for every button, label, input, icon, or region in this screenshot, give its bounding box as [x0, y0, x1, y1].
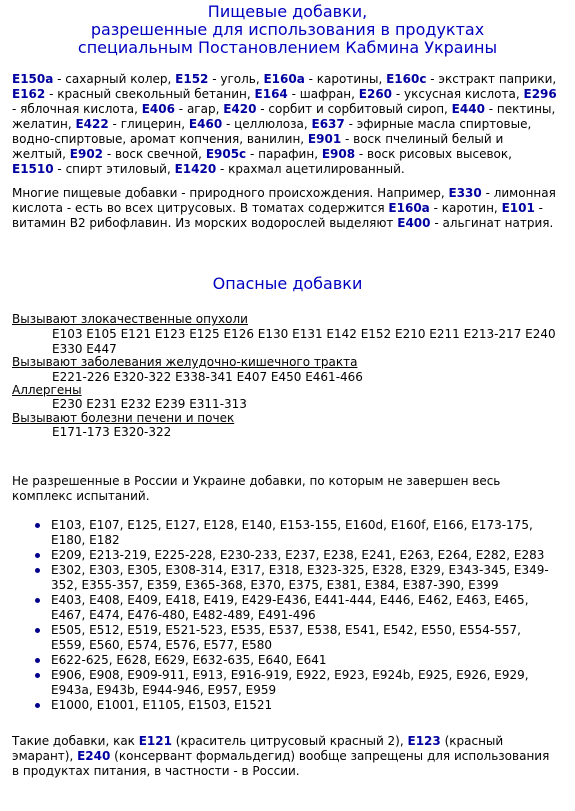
list-item: E505, E512, E519, E521-523, E535, E537, E538, E541, E542, E550, E554-557, E559, E560, E574, E576, E577, E580: [33, 623, 558, 653]
title-line-3: специальным Постановлением Кабмина Украины: [77, 38, 498, 57]
section-codes-allergens: E230 E231 E232 E239 E311-313: [52, 397, 247, 411]
additive-code: E101: [501, 201, 535, 215]
banned-text: (красный эмарант),: [12, 734, 504, 763]
natural-additives-paragraph: [12, 186, 557, 231]
additive-description: - сорбит и сорбитовый сироп,: [256, 102, 452, 116]
natural-text: - лимонная кислота - есть во всех цитрусовых. В томатах содержится: [12, 186, 556, 215]
additive-code: E901: [307, 132, 342, 146]
additive-code: E240: [77, 749, 111, 763]
additive-description: - шафран,: [287, 87, 359, 101]
dangerous-heading: Опасные добавки: [212, 274, 363, 293]
additive-code: E637: [311, 117, 345, 131]
additive-description: - экстракт паприки,: [426, 72, 557, 86]
additive-code: E406: [141, 102, 175, 116]
additive-description: - воск пчелиный белый и желтый,: [12, 132, 504, 161]
section-label-tumors[interactable]: Вызывают злокачественные опухоли: [12, 312, 248, 326]
additive-code: E905c: [205, 147, 247, 161]
additive-code: E902: [69, 147, 104, 161]
additive-description: - эфирные масла спиртовые, водно-спиртовые, аромат копчения, ванилин,: [12, 117, 532, 146]
additive-code: E460: [188, 117, 223, 131]
additive-description: - каротины,: [304, 72, 387, 86]
list-item: E302, E303, E305, E308-314, E317, E318, E323-325, E328, E329, E343-345, E349-352, E355-357, E359, E365-368, E370, E375, E381, E384, E387-390, E399: [33, 563, 558, 593]
additive-code: E400: [397, 216, 431, 230]
additive-code: E908: [321, 147, 356, 161]
list-item: E209, E213-219, E225-228, E230-233, E237, E238, E241, E263, E264, E282, E283: [33, 548, 558, 563]
additive-code: E1420: [174, 162, 217, 176]
section-codes-tumors: E103 E105 E121 E123 E125 E126 E130 E131 E142 E152 E210 E211 E213-217 E240 E330 E447: [52, 327, 556, 356]
section-label-allergens[interactable]: Аллергены: [12, 383, 82, 397]
list-item: E906, E908, E909-911, E913, E916-919, E922, E923, E924b, E925, E926, E929, E943a, E943b, E944-946, E957, E959: [33, 668, 558, 698]
additive-code: E123: [407, 734, 441, 748]
additive-code: E150a: [12, 72, 54, 86]
natural-text: - каротин,: [429, 201, 502, 215]
additive-description: - агар,: [174, 102, 224, 116]
list-item: E103, E107, E125, E127, E128, E140, E153-155, E160d, E160f, E166, E173-175, E180, E182: [33, 518, 558, 548]
additive-description: - целлюлоза,: [222, 117, 312, 131]
not-permitted-intro: Не разрешенные в России и Украине добавки, по которым не завершен весь комплекс испытаний.: [12, 474, 501, 503]
additive-description: - воск рисовых высевок,: [355, 147, 512, 161]
additive-code: E160c: [386, 72, 427, 86]
natural-text: - альгинат натрия.: [430, 216, 554, 230]
additive-code: E422: [75, 117, 109, 131]
additive-description: - красный свекольный бетанин,: [45, 87, 255, 101]
banned-text: (консервант формальдегид) вообще запрещены для использования в продуктах питания, в частности - в России.: [12, 749, 550, 778]
banned-text: (краситель цитрусовый красный 2),: [171, 734, 408, 748]
additive-code: E152: [175, 72, 209, 86]
list-item: E403, E408, E409, E418, E419, E429-E436, E441-444, E446, E462, E463, E465, E467, E474, E476-480, E482-489, E491-496: [33, 593, 558, 623]
additive-code: E296: [523, 87, 557, 101]
natural-text: Многие пищевые добавки - природного происхождения. Например,: [12, 186, 449, 200]
additive-description: - парафин,: [246, 147, 322, 161]
section-label-gastro[interactable]: Вызывают заболевания желудочно-кишечного тракта: [12, 355, 358, 369]
additive-code: E330: [448, 186, 482, 200]
additive-description: - сахарный колер,: [53, 72, 176, 86]
section-label-liver[interactable]: Вызывают болезни печени и почек: [12, 411, 235, 425]
additive-description: - воск свечной,: [103, 147, 206, 161]
additive-description: - пектины, желатин,: [12, 102, 556, 131]
additive-code: E164: [254, 87, 288, 101]
natural-text: - витамин B2 рибофлавин. Из морских водорослей выделяют: [12, 201, 543, 230]
additive-description: - яблочная кислота,: [12, 102, 142, 116]
section-codes-liver: E171-173 E320-322: [52, 425, 172, 439]
additive-code: E160a: [388, 201, 430, 215]
additive-code: E160a: [263, 72, 305, 86]
additive-description: - уксусная кислота,: [392, 87, 524, 101]
additive-code: E420: [223, 102, 257, 116]
page-title: [0, 3, 575, 57]
additive-description: - спирт этиловый,: [53, 162, 175, 176]
not-permitted-list: [33, 518, 558, 713]
banned-additives-paragraph: [12, 734, 557, 779]
additive-description: - крахмал ацетилированный.: [216, 162, 405, 176]
permitted-additives-paragraph: [12, 72, 557, 177]
additive-code: E260: [358, 87, 393, 101]
list-item: E1000, E1001, E1105, E1503, E1521: [33, 698, 558, 713]
additive-code: E121: [138, 734, 172, 748]
additive-code: E162: [12, 87, 46, 101]
additive-code: E440: [451, 102, 485, 116]
additive-description: - уголь,: [208, 72, 264, 86]
additive-code: E1510: [12, 162, 54, 176]
additive-description: - глицерин,: [108, 117, 189, 131]
title-line-2: разрешенные для использования в продуктах: [90, 20, 485, 39]
section-codes-gastro: E221-226 E320-322 E338-341 E407 E450 E461-466: [52, 370, 363, 384]
banned-text: Такие добавки, как: [12, 734, 139, 748]
title-line-1: Пищевые добавки,: [207, 2, 368, 21]
list-item: E622-625, E628, E629, E632-635, E640, E641: [33, 653, 558, 668]
